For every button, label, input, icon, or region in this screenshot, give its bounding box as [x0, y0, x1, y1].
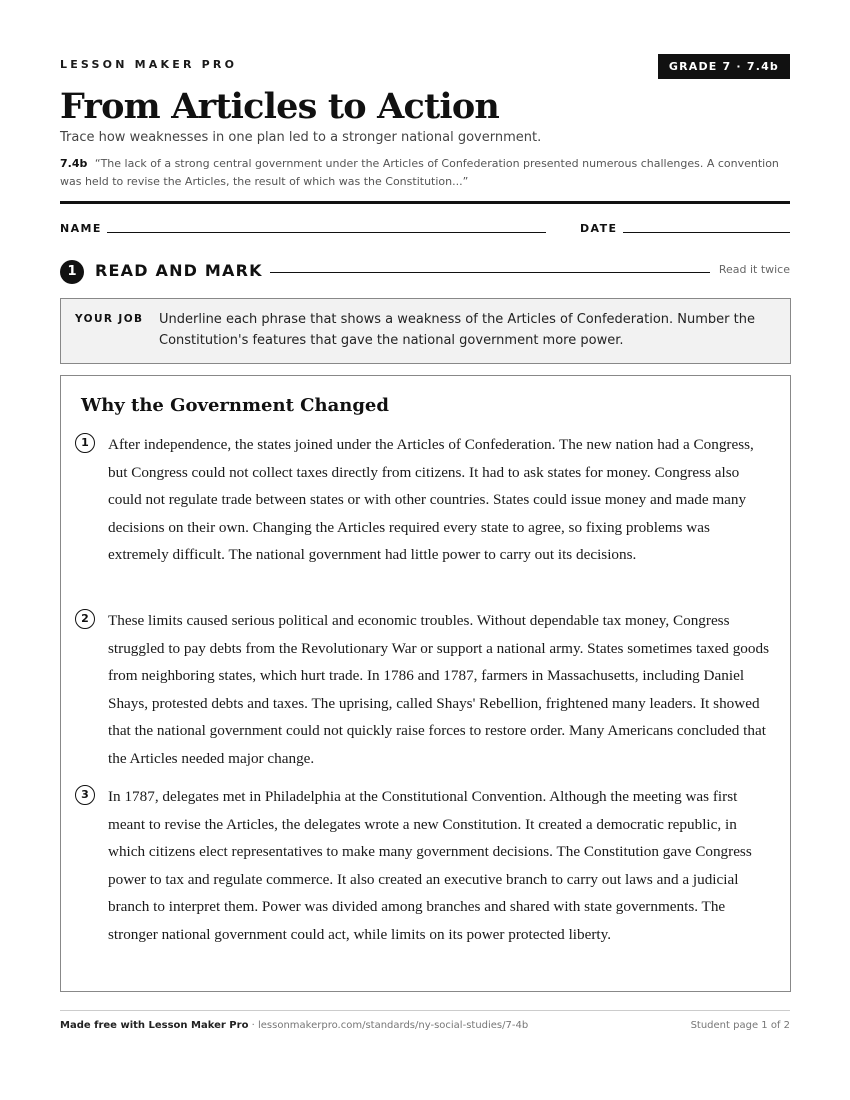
paragraph-number: 1 — [75, 433, 95, 453]
name-field[interactable] — [107, 232, 546, 233]
footer-made-with: Made free with Lesson Maker Pro — [60, 1020, 249, 1031]
your-job-text: Underline each phrase that shows a weakness of the Articles of Confederation. Number the Constitution's features that gave the national government more power. — [159, 312, 755, 348]
standard-text: “The lack of a strong central government under the Articles of Confederation presented numerous challenges. A convention was held to revise the Articles, the result of which was the Constitution...” — [60, 157, 779, 188]
paragraph-number: 3 — [75, 785, 95, 805]
section-title: READ AND MARK — [95, 261, 263, 280]
standard-quote — [60, 155, 790, 191]
page-subtitle: Trace how weaknesses in one plan led to a stronger national government. — [60, 130, 542, 145]
section-divider — [270, 272, 710, 273]
footer-url[interactable]: lessonmakerpro.com/standards/ny-social-studies/7-4b — [257, 1020, 529, 1031]
standard-code: 7.4b — [60, 157, 88, 170]
footer-divider — [60, 1010, 790, 1011]
reading-title: Why the Government Changed — [81, 395, 389, 416]
page-title: From Articles to Action — [60, 86, 500, 127]
footer-credit — [60, 1020, 528, 1031]
paragraph-text[interactable]: After independence, the states joined under the Articles of Confederation. The new nation had a Congress, but Congress could not collect taxes directly from citizens. It had to ask states for money. Congress also could not regulate trade between states or with other countries. States could issue money and made many decisions on their own. Changing the Articles required every state to agree, so fixing problems was extremely difficult. The national government had little power to carry out its decisions. — [108, 436, 754, 564]
section-hint: Read it twice — [718, 263, 790, 276]
paragraph-number: 2 — [75, 609, 95, 629]
footer-page-number: Student page 1 of 2 — [690, 1020, 790, 1031]
footer-separator: · — [248, 1020, 258, 1031]
date-label: DATE — [580, 222, 618, 235]
header-divider — [60, 201, 790, 204]
grade-badge: GRADE 7 · 7.4b — [658, 54, 790, 79]
date-field[interactable] — [623, 232, 790, 233]
name-label: NAME — [60, 222, 102, 235]
brand-name: LESSON MAKER PRO — [60, 58, 238, 71]
your-job-box — [60, 298, 791, 364]
your-job-label: YOUR JOB — [75, 313, 144, 325]
section-number-badge: 1 — [60, 260, 84, 284]
paragraph-text[interactable]: These limits caused serious political and economic troubles. Without dependable tax money, Congress struggled to pay debts from the Revolutionary War or support a national army. States sometimes taxed goods from neighboring states, which hurt trade. In 1786 and 1787, farmers in Massachusetts, including Daniel Shays, protested debts and taxes. The uprising, called Shays' Rebellion, frightened many leaders. It showed that the national government could not quickly raise forces to restore order. Many Americans concluded that the Articles needed major change. — [108, 612, 769, 767]
reading-passage — [60, 375, 791, 992]
paragraph-text[interactable]: In 1787, delegates met in Philadelphia at the Constitutional Convention. Although the meeting was first meant to revise the Articles, the delegates wrote a new Constitution. It created a democratic republic, in which citizens elect representatives to make many government decisions. The Constitution gave Congress power to tax and regulate commerce. It also created an executive branch to carry out laws and a judicial branch to interpret them. Power was divided among branches and shared with state governments. The stronger national government could act, while limits on its power protected liberty. — [108, 788, 752, 943]
